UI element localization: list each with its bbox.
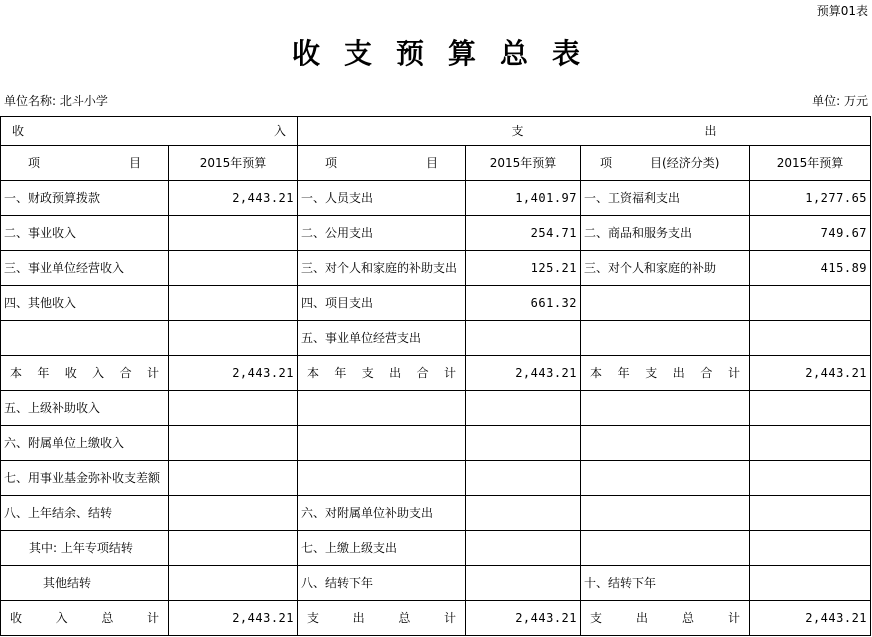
- expense-budget: [466, 391, 581, 426]
- econ-budget: 749.67: [750, 216, 871, 251]
- econ-item: [581, 426, 750, 461]
- total-row: [1, 601, 871, 636]
- table-row: [1, 181, 871, 216]
- expense-group-header: 支 出: [298, 117, 871, 146]
- expense-total-row-value: 2,443.21: [466, 601, 581, 636]
- income-budget: [169, 531, 298, 566]
- expense-item: 三、对个人和家庭的补助支出: [298, 251, 466, 286]
- expense-budget: [466, 321, 581, 356]
- currency-unit: 单位: 万元: [812, 94, 868, 108]
- col-header-income-budget: 2015年预算: [169, 146, 298, 181]
- income-budget: [169, 496, 298, 531]
- col-header-expense-item: 项 目: [298, 146, 466, 181]
- econ-item: [581, 496, 750, 531]
- table-row: [1, 426, 871, 461]
- income-subtotal-row-label: 本 年 收 入 合 计: [1, 356, 169, 391]
- table-row: [1, 216, 871, 251]
- page-title: 收支预算总表: [291, 37, 604, 70]
- col-header-expense-budget: 2015年预算: [466, 146, 581, 181]
- subtotal-row: [1, 356, 871, 391]
- col-header-econ-budget: 2015年预算: [750, 146, 871, 181]
- income-item: 七、用事业基金弥补收支差额: [1, 461, 169, 496]
- econ-budget: [750, 286, 871, 321]
- econ-item: [581, 531, 750, 566]
- income-item: 一、财政预算拨款: [1, 181, 169, 216]
- col-header-econ-item: 项 目(经济分类): [581, 146, 750, 181]
- table-row: [1, 286, 871, 321]
- income-budget: [169, 321, 298, 356]
- expense-subtotal-row-label: 本 年 支 出 合 计: [298, 356, 466, 391]
- econ-item: [581, 391, 750, 426]
- econ-item: [581, 321, 750, 356]
- econ-item: 一、工资福利支出: [581, 181, 750, 216]
- unit-name: 单位名称: 北斗小学: [4, 94, 108, 108]
- expense-item: 八、结转下年: [298, 566, 466, 601]
- expense-item: [298, 426, 466, 461]
- income-item: 三、事业单位经营收入: [1, 251, 169, 286]
- form-code: 预算01表: [816, 4, 868, 18]
- expense-subtotal-row-value: 2,443.21: [466, 356, 581, 391]
- column-header-row: [1, 146, 871, 181]
- econ-budget: [750, 461, 871, 496]
- econ-item: 三、对个人和家庭的补助: [581, 251, 750, 286]
- income-group-header: 收 入: [1, 117, 298, 146]
- income-budget: [169, 216, 298, 251]
- expense-item: 二、公用支出: [298, 216, 466, 251]
- econ-budget: [750, 426, 871, 461]
- income-item: 八、上年结余、结转: [1, 496, 169, 531]
- income-total-row-value: 2,443.21: [169, 601, 298, 636]
- col-header-income-item: 项 目: [1, 146, 169, 181]
- group-header-row: [1, 117, 871, 146]
- econ-budget: [750, 391, 871, 426]
- econ-subtotal-row-value: 2,443.21: [750, 356, 871, 391]
- expense-budget: [466, 496, 581, 531]
- expense-budget: [466, 531, 581, 566]
- expense-budget: 1,401.97: [466, 181, 581, 216]
- table-row: [1, 251, 871, 286]
- income-budget: [169, 461, 298, 496]
- table-row: [1, 321, 871, 356]
- econ-item: [581, 461, 750, 496]
- expense-budget: 661.32: [466, 286, 581, 321]
- econ-item: [581, 286, 750, 321]
- expense-budget: 125.21: [466, 251, 581, 286]
- econ-subtotal-row-label: 本 年 支 出 合 计: [581, 356, 750, 391]
- expense-item: [298, 391, 466, 426]
- table-row: [1, 531, 871, 566]
- econ-total-row-label: 支 出 总 计: [581, 601, 750, 636]
- econ-budget: 415.89: [750, 251, 871, 286]
- econ-budget: 1,277.65: [750, 181, 871, 216]
- expense-budget: 254.71: [466, 216, 581, 251]
- income-budget: 2,443.21: [169, 181, 298, 216]
- income-budget: [169, 566, 298, 601]
- expense-total-row-label: 支 出 总 计: [298, 601, 466, 636]
- econ-budget: [750, 321, 871, 356]
- income-subtotal-row-value: 2,443.21: [169, 356, 298, 391]
- expense-budget: [466, 426, 581, 461]
- expense-item: 六、对附属单位补助支出: [298, 496, 466, 531]
- income-budget: [169, 391, 298, 426]
- income-total-row-label: 收 入 总 计: [1, 601, 169, 636]
- income-budget: [169, 286, 298, 321]
- expense-budget: [466, 566, 581, 601]
- expense-item: 四、项目支出: [298, 286, 466, 321]
- income-item: 二、事业收入: [1, 216, 169, 251]
- income-item: 四、其他收入: [1, 286, 169, 321]
- econ-budget: [750, 566, 871, 601]
- econ-budget: [750, 496, 871, 531]
- income-item: 其中: 上年专项结转: [1, 531, 169, 566]
- table-row: [1, 496, 871, 531]
- table-row: [1, 566, 871, 601]
- econ-total-row-value: 2,443.21: [750, 601, 871, 636]
- income-item: [1, 321, 169, 356]
- econ-item: 二、商品和服务支出: [581, 216, 750, 251]
- econ-item: 十、结转下年: [581, 566, 750, 601]
- budget-summary-table: [0, 116, 871, 636]
- expense-item: 一、人员支出: [298, 181, 466, 216]
- table-row: [1, 461, 871, 496]
- income-budget: [169, 426, 298, 461]
- income-budget: [169, 251, 298, 286]
- table-row: [1, 391, 871, 426]
- income-item: 五、上级补助收入: [1, 391, 169, 426]
- income-item: 其他结转: [1, 566, 169, 601]
- expense-item: [298, 461, 466, 496]
- expense-item: 五、事业单位经营支出: [298, 321, 466, 356]
- income-item: 六、附属单位上缴收入: [1, 426, 169, 461]
- expense-item: 七、上缴上级支出: [298, 531, 466, 566]
- expense-budget: [466, 461, 581, 496]
- econ-budget: [750, 531, 871, 566]
